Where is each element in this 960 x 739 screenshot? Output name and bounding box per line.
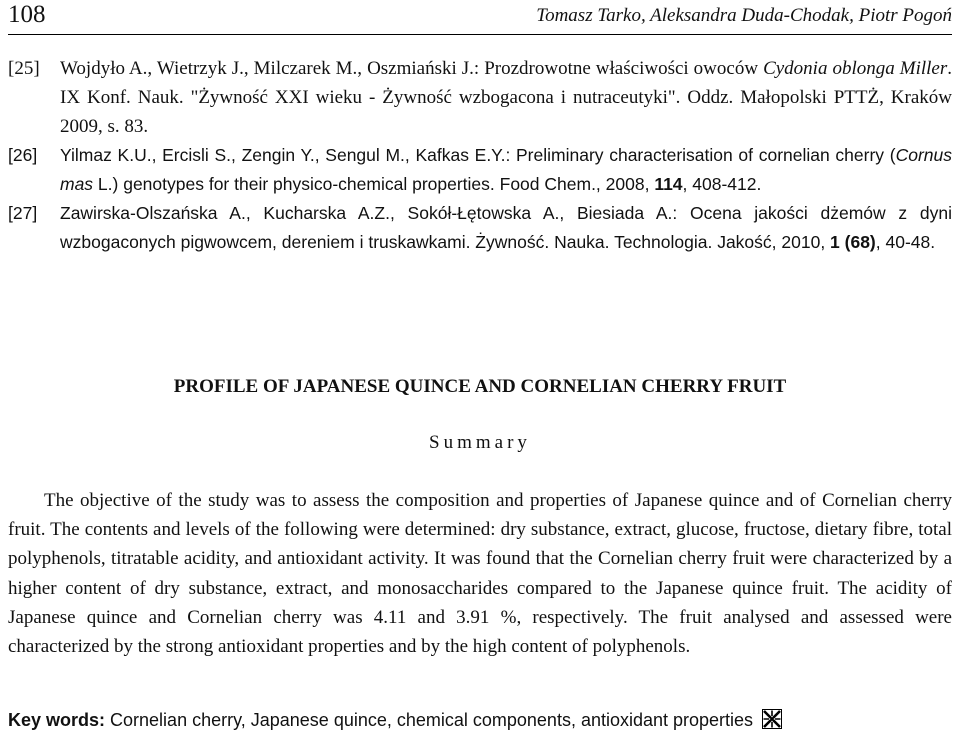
running-head-authors: Tomasz Tarko, Aleksandra Duda-Chodak, Piotr Pogoń xyxy=(536,5,952,26)
keywords-line xyxy=(8,706,952,734)
reference-number: [26] xyxy=(8,145,38,165)
reference-25 xyxy=(8,54,952,141)
page-number: 108 xyxy=(8,1,46,28)
reference-text: . IX Konf. Nauk. "Żywność XXI wieku - Żywność wzbogacona i nutraceutyki". Oddz. Małopolski PTTŻ, Kraków 2009, s. 83. xyxy=(60,58,952,137)
keywords-label: Key words: xyxy=(8,710,106,730)
reference-number: [25] xyxy=(8,58,40,79)
reference-volume: 1 (68) xyxy=(830,232,876,252)
reference-text: Wojdyło A., Wietrzyk J., Milczarek M., Oszmiański J.: Prozdrowotne właściwości owoców xyxy=(60,58,764,79)
reference-italic-text: Cydonia oblonga Miller xyxy=(763,58,948,79)
article-title: PROFILE OF JAPANESE QUINCE AND CORNELIAN CHERRY FRUIT xyxy=(173,376,787,397)
reference-text: , 408-412. xyxy=(682,174,762,194)
summary-heading: Summary xyxy=(429,432,531,453)
reference-text: , 40-48. xyxy=(875,232,936,252)
reference-list xyxy=(8,54,952,257)
reference-text: Zawirska-Olszańska A., Kucharska A.Z., Sokół-Łętowska A., Biesiada A.: Ocena jakości dżemów z dyni wzbogaconych pigwowcem, dereniem i truskawkami. Żywność. Nauka. Technologia. Jakość, 2010, xyxy=(60,203,952,252)
reference-number: [27] xyxy=(8,203,38,223)
reference-text: Yilmaz K.U., Ercisli S., Zengin Y., Sengul M., Kafkas E.Y.: Preliminary characterisation of cornelian cherry ( xyxy=(60,145,896,165)
summary-text: The objective of the study was to assess the composition and properties of Japanese quince and of Cornelian cherry fruit. The contents and levels of the following were determined: dry substance, extract, glucose, fructose, dietary fibre, total polyphenols, titratable acidity, and antioxidant activity. It was found that the Cornelian cherry fruit were characterized by a higher content of dry substance, extract, and monosaccharides compared to the Japanese quince fruit. The acidity of Japanese quince and Cornelian cherry was 4.11 and 3.91 %, respectively. The fruit analysed and assessed were characterized by the strong antioxidant properties and by the high content of polyphenols. xyxy=(8,490,952,658)
reference-italic-text: Cornus mas xyxy=(60,145,952,194)
ornamental-end-mark-icon xyxy=(762,709,782,729)
keywords-text: Cornelian cherry, Japanese quince, chemical components, antioxidant properties xyxy=(105,710,754,730)
running-header xyxy=(8,0,952,35)
reference-27 xyxy=(8,199,952,257)
reference-26 xyxy=(8,141,952,199)
reference-text: L.) genotypes for their physico-chemical properties. Food Chem., 2008, xyxy=(93,174,655,194)
reference-volume: 114 xyxy=(654,174,683,194)
